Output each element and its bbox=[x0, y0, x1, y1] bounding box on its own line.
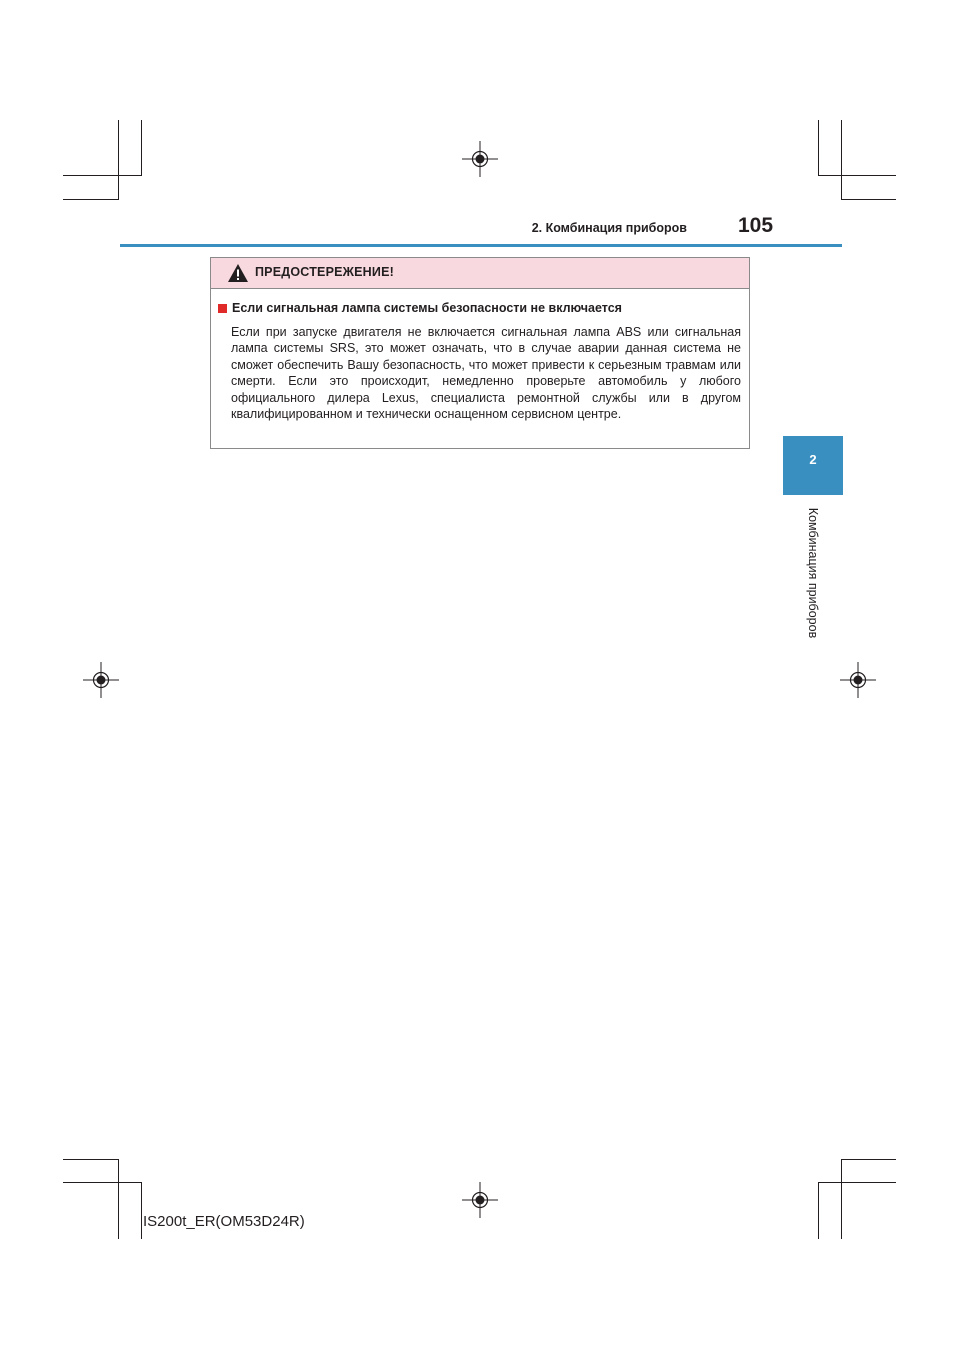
crop-mark bbox=[818, 175, 896, 176]
registration-mark-icon bbox=[462, 1182, 498, 1218]
warning-item-heading: Если сигнальная лампа системы безопасности не включается bbox=[232, 301, 622, 315]
document-code: IS200t_ER(OM53D24R) bbox=[143, 1213, 305, 1230]
registration-mark-icon bbox=[462, 141, 498, 177]
crop-mark bbox=[841, 1159, 896, 1160]
crop-mark bbox=[141, 120, 142, 176]
crop-mark bbox=[818, 1182, 819, 1239]
bullet-square-icon bbox=[218, 304, 227, 313]
warning-triangle-icon bbox=[227, 263, 249, 283]
warning-title: ПРЕДОСТЕРЕЖЕНИЕ! bbox=[255, 265, 394, 279]
warning-box bbox=[210, 257, 750, 449]
chapter-tab bbox=[783, 436, 843, 495]
crop-mark bbox=[818, 120, 819, 176]
crop-mark bbox=[118, 1159, 119, 1239]
crop-mark bbox=[63, 1182, 142, 1183]
warning-item bbox=[218, 301, 741, 422]
crop-mark bbox=[841, 199, 896, 200]
warning-item-body: Если при запуске двигателя не включается сигнальная лампа ABS или сигнальная лампа системы SRS, это может означать, что в случае аварии данная система не сможет обеспечить Вашу безопасность, что может привести к серьезным травмам или смерти. Если это происходит, немедленно проверьте автомобиль у любого официального дилера Lexus, специалиста ремонтной службы или в другом квалифицированном и технически оснащенном сервисном центре. bbox=[231, 325, 741, 422]
page-number: 105 bbox=[738, 214, 774, 237]
registration-mark-icon bbox=[83, 662, 119, 698]
crop-mark bbox=[63, 175, 142, 176]
crop-mark bbox=[118, 120, 119, 200]
registration-mark-icon bbox=[840, 662, 876, 698]
crop-mark bbox=[141, 1182, 142, 1239]
section-title: 2. Комбинация приборов bbox=[531, 221, 687, 235]
crop-mark bbox=[818, 1182, 896, 1183]
header-rule bbox=[120, 244, 842, 247]
chapter-tab-number: 2 bbox=[809, 452, 817, 467]
crop-mark bbox=[841, 1159, 842, 1239]
chapter-tab-label: Комбинация приборов bbox=[806, 507, 820, 639]
warning-header bbox=[211, 258, 749, 289]
crop-mark bbox=[63, 1159, 119, 1160]
crop-mark bbox=[841, 120, 842, 200]
crop-mark bbox=[63, 199, 119, 200]
